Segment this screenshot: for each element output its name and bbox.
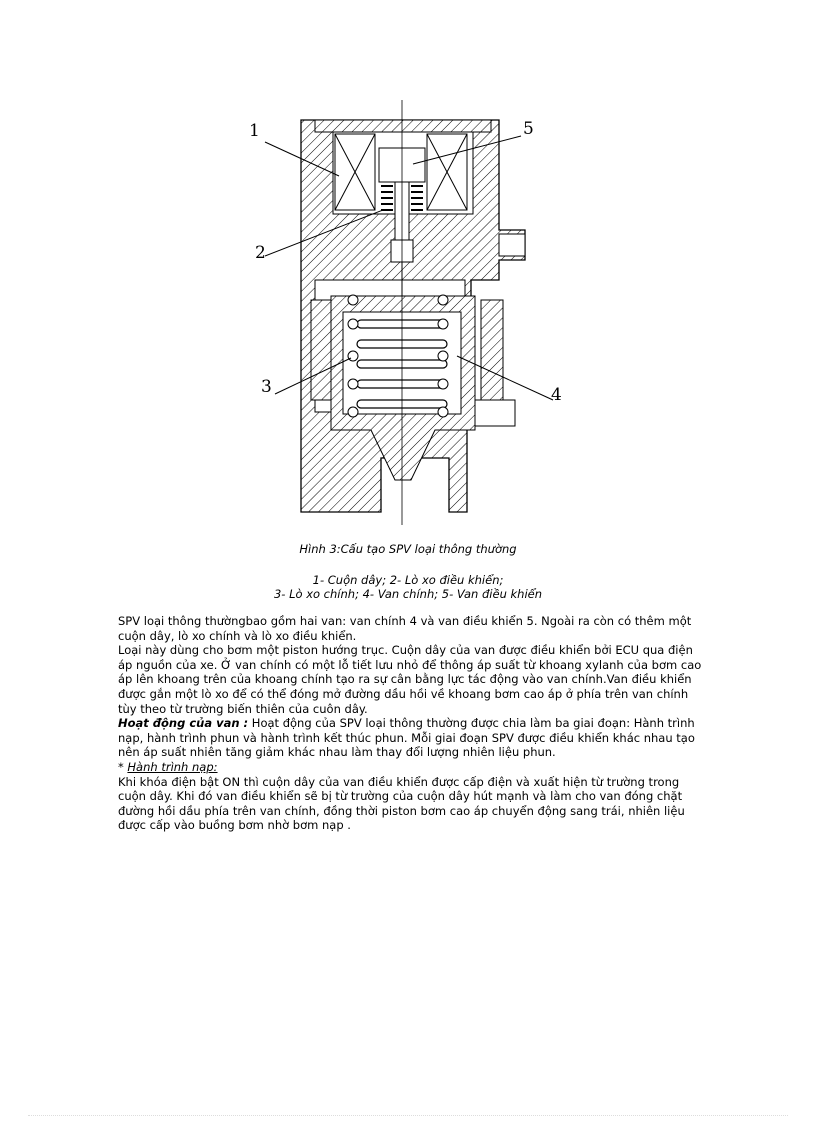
figure-label: 1 xyxy=(249,121,260,141)
bullet-star: * xyxy=(118,759,128,774)
figure-legend-line-2: 3- Lò xo chính; 4- Van chính; 5- Van điều khiển xyxy=(273,587,543,601)
paragraph: SPV loại thông thườngbao gồm hai van: van chính 4 và van điều khiển 5. Ngoài ra còn có thêm một cuộn dây, lò xo chính và lò xo điều khiển. xyxy=(118,614,692,643)
paragraph: Loại này dùng cho bơm một piston hướng trục. Cuộn dây của van được điều khiển bởi ECU qua điện áp nguồn của xe. Ở van chính có một lỗ tiết lưu nhỏ để thông áp suất từ khoang xylanh của bơm cao áp lên khoang trên của khoang chính tạo ra sự cân bằng lực tác động vào van chính.Van điều khiển được gắn một lò xo để có thể đóng mở đường dầu hồi về khoang bơm cao áp ở phía trên van chính tùy theo từ trường biến thiên của cuôn dây. xyxy=(118,643,702,716)
paragraph-text: Hoạt động của SPV loại thông thường được chia làm ba giai đoạn: Hành trình nạp, hành trình phun và hành trình kết thúc phun. Mỗi giai đoạn SPV được điều khiển khác nhau tạo nên áp suất nhiên tăng giảm khác nhau làm thay đổi lượng nhiên liệu phun. xyxy=(118,716,695,760)
page-bottom-divider xyxy=(28,1115,788,1116)
body-text xyxy=(118,614,708,833)
paragraph: Khi khóa điện bật ON thì cuộn dây của van điều khiển được cấp điện và xuất hiện từ trường trong cuộn dây. Khi đó van điều khiển sẽ bị từ trường của cuộn dây hút mạnh và làm cho van đóng chặt đường hồi dầu phía trên van chính, đồng thời piston bơm cao áp chuyển động sang trái, nhiên liệu được cấp vào buồng bơm nhờ bơm nạp . xyxy=(118,774,685,833)
main-spring-housing-left xyxy=(311,300,333,400)
figure-label: 3 xyxy=(261,377,272,397)
figure-label: 2 xyxy=(255,243,266,263)
main-spring-housing-right xyxy=(481,300,503,400)
paragraph xyxy=(118,716,708,760)
figure-label: 4 xyxy=(551,385,562,405)
paragraph xyxy=(118,760,708,775)
figure-label: 5 xyxy=(523,119,534,139)
figure-caption-title: Hình 3:Cấu tạo SPV loại thông thường xyxy=(299,542,517,556)
figure-legend-line-1: 1- Cuộn dây; 2- Lò xo điều khiển; xyxy=(312,573,504,587)
spv-valve-diagram xyxy=(235,100,580,530)
subsection-heading: Hành trình nạp: xyxy=(127,759,218,774)
section-heading: Hoạt động của van : xyxy=(118,716,249,731)
